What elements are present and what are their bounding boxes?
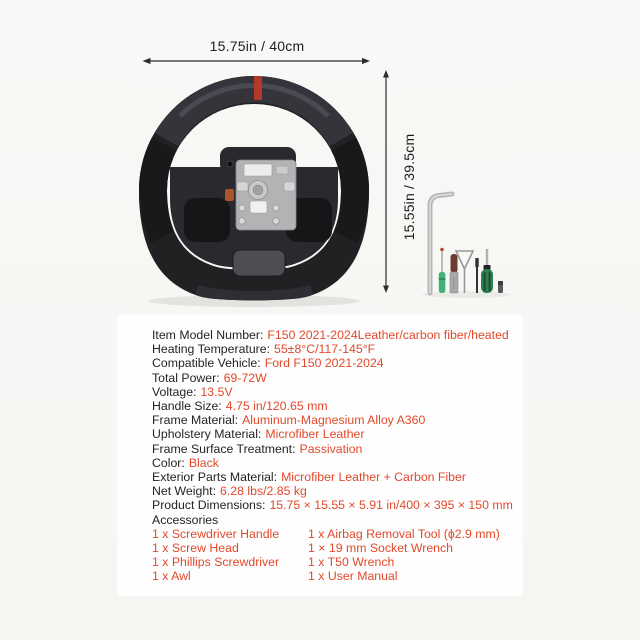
spec-label: Total Power: <box>152 370 220 385</box>
spec-row <box>152 484 523 498</box>
accessory-item: 1 × 19 mm Socket Wrench <box>308 541 454 556</box>
tools-shadow <box>422 291 510 298</box>
accessory-item: 1 x User Manual <box>308 569 398 584</box>
green-awl-icon <box>439 248 446 293</box>
left-grip <box>153 144 164 236</box>
height-dimension-label: 15.55in / 39.5cm <box>401 133 417 241</box>
spec-value: 69-72W <box>223 370 267 385</box>
accessory-item: 1 x Screwdriver Handle <box>152 526 280 541</box>
socket-bit-icon <box>498 281 503 293</box>
spec-row <box>152 356 523 370</box>
included-tools <box>430 194 503 293</box>
accessory-item: 1 x Screw Head <box>152 541 239 556</box>
spec-value: F150 2021-2024Leather/carbon fiber/heated <box>267 328 509 342</box>
spec-label: Item Model Number: <box>152 328 264 342</box>
phillips-screwdriver-icon <box>450 254 458 293</box>
width-dimension-label: 15.75in / 40cm <box>209 38 305 54</box>
spec-value: Aluminum-Magnesium Alloy A360 <box>242 413 426 428</box>
spec-row <box>152 413 523 427</box>
spec-label: Frame Surface Treatment: <box>152 441 296 456</box>
spec-label: Exterior Parts Material: <box>152 470 278 485</box>
spec-row <box>152 399 523 413</box>
spec-value: 13.5V <box>200 384 233 399</box>
lower-left-window <box>184 198 230 242</box>
spec-value: 4.75 in/120.65 mm <box>225 399 328 414</box>
spec-row <box>152 470 523 484</box>
bottom-spoke-opening <box>233 250 285 276</box>
accessory-item: 1 x T50 Wrench <box>308 555 395 570</box>
spec-value: Black <box>188 455 219 470</box>
height-dimension-line <box>383 70 389 293</box>
spec-row <box>152 442 523 456</box>
spec-row <box>152 328 523 342</box>
spec-label: Upholstery Material: <box>152 427 262 442</box>
carbon-fiber-bottom <box>196 292 312 298</box>
spec-sheet-panel <box>117 315 523 596</box>
accessories-title: Accessories <box>152 512 219 527</box>
airbag-removal-tool-icon <box>456 251 473 293</box>
spec-label: Compatible Vehicle: <box>152 356 261 371</box>
accessory-row <box>152 541 523 555</box>
spec-label: Handle Size: <box>152 399 222 414</box>
hub-mount-plate <box>225 160 296 230</box>
steering-wheel <box>139 75 369 300</box>
spec-label: Net Weight: <box>152 484 217 499</box>
accessory-row <box>152 527 523 541</box>
screwdriver-handle-icon <box>481 249 493 293</box>
accessory-item: 1 x Airbag Removal Tool (ϕ2.9 mm) <box>308 526 500 541</box>
right-grip <box>344 144 355 236</box>
hub-connector <box>225 189 234 201</box>
spec-value: Microfiber Leather <box>265 427 365 442</box>
accessory-row <box>152 555 523 569</box>
accessory-item: 1 x Awl <box>152 569 191 584</box>
spec-label: Frame Material: <box>152 413 239 428</box>
spec-value: 6.28 lbs/2.85 kg <box>220 484 307 499</box>
spec-row <box>152 385 523 399</box>
spec-row <box>152 498 523 512</box>
spec-row <box>152 371 523 385</box>
spec-value: Microfiber Leather + Carbon Fiber <box>281 470 466 485</box>
spec-label: Voltage: <box>152 384 197 399</box>
spec-value: 15.75 × 15.55 × 5.91 in/400 × 395 × 150 mm <box>269 498 513 513</box>
spec-label: Heating Temperature: <box>152 342 271 357</box>
spec-row <box>152 342 523 356</box>
hub-screw <box>227 161 233 167</box>
accessory-row <box>152 569 523 583</box>
spec-row <box>152 427 523 441</box>
spec-value: 55±8°C/117-145°F <box>274 342 376 357</box>
width-dimension-line <box>143 58 371 64</box>
spec-label: Product Dimensions: <box>152 498 266 513</box>
accessory-item: 1 x Phillips Screwdriver <box>152 555 280 570</box>
spec-row <box>152 456 523 470</box>
spec-label: Color: <box>152 455 185 470</box>
spec-value: Passivation <box>299 441 363 456</box>
spec-value: Ford F150 2021-2024 <box>264 356 384 371</box>
